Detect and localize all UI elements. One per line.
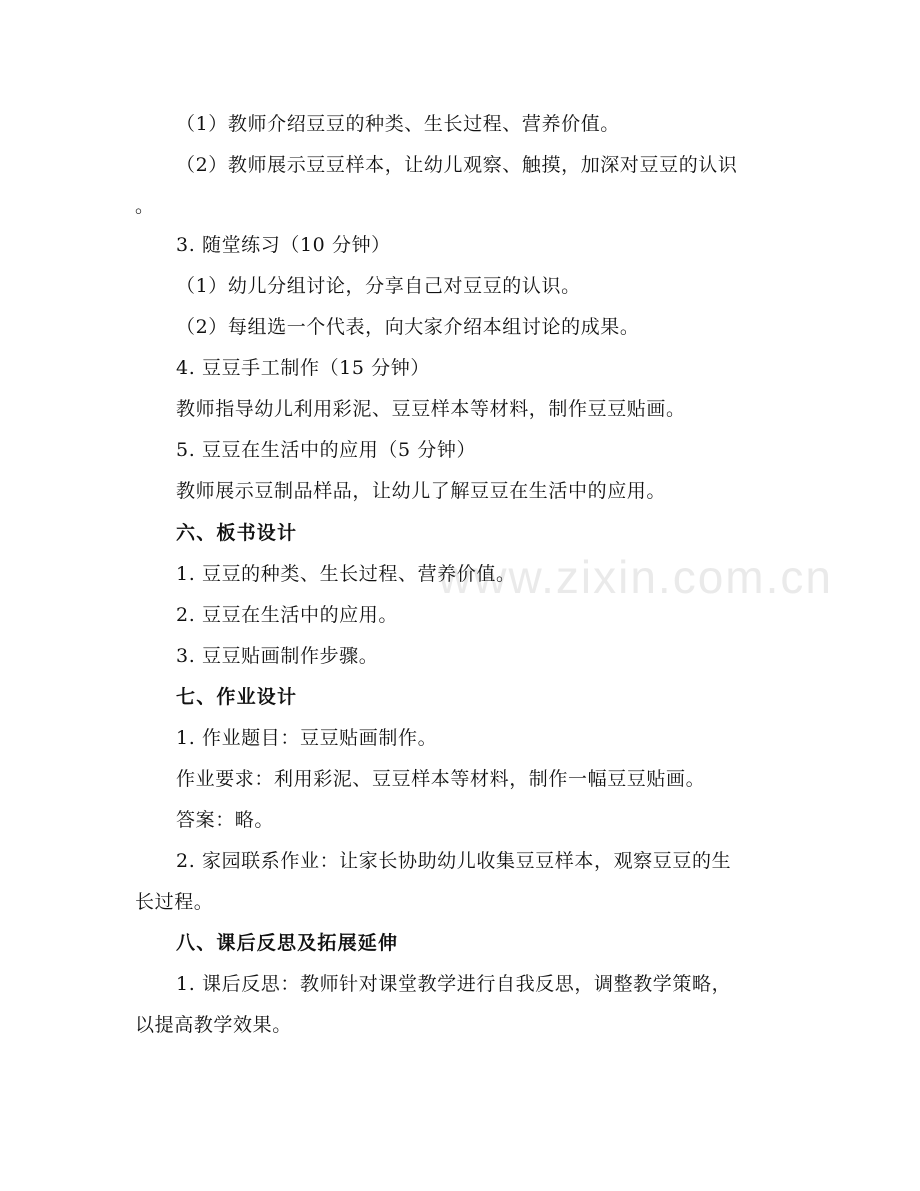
list-item: 3. 豆豆贴画制作步骤。 (176, 645, 379, 667)
list-item: 3. 随堂练习（10 分钟） (176, 234, 391, 256)
paragraph-line: 教师展示豆制品样品，让幼儿了解豆豆在生活中的应用。 (176, 480, 667, 502)
paragraph-line: 作业要求：利用彩泥、豆豆样本等材料，制作一幅豆豆贴画。 (176, 768, 706, 790)
section-heading: 七、作业设计 (176, 686, 298, 708)
list-item: 4. 豆豆手工制作（15 分钟） (176, 357, 430, 379)
paragraph-line: 长过程。 (135, 891, 214, 913)
list-item: 2. 家园联系作业：让家长协助幼儿收集豆豆样本，观察豆豆的生 (176, 850, 732, 872)
list-item: 5. 豆豆在生活中的应用（5 分钟） (176, 439, 477, 461)
paragraph-line: 教师指导幼儿利用彩泥、豆豆样本等材料，制作豆豆贴画。 (176, 398, 686, 420)
watermark-text: www.zixin.com.cn (438, 551, 833, 603)
paragraph-line: （2）教师展示豆豆样本，让幼儿观察、触摸，加深对豆豆的认识 (176, 154, 738, 176)
paragraph-line: 以提高教学效果。 (135, 1014, 292, 1036)
list-item: 1. 课后反思：教师针对课堂教学进行自我反思，调整教学策略， (176, 973, 732, 995)
list-item: 2. 豆豆在生活中的应用。 (176, 604, 398, 626)
paragraph-line: （2）每组选一个代表，向大家介绍本组讨论的成果。 (176, 316, 640, 338)
section-heading: 六、板书设计 (176, 522, 298, 544)
paragraph-line: 。 (135, 195, 155, 217)
paragraph-line: （1）幼儿分组讨论，分享自己对豆豆的认识。 (176, 275, 581, 297)
list-item: 1. 作业题目：豆豆贴画制作。 (176, 727, 438, 749)
paragraph-line: 答案：略。 (176, 809, 275, 831)
section-heading: 八、课后反思及拓展延伸 (176, 932, 399, 954)
paragraph-line: （1）教师介绍豆豆的种类、生长过程、营养价值。 (176, 113, 620, 135)
list-item: 1. 豆豆的种类、生长过程、营养价值。 (176, 563, 516, 585)
